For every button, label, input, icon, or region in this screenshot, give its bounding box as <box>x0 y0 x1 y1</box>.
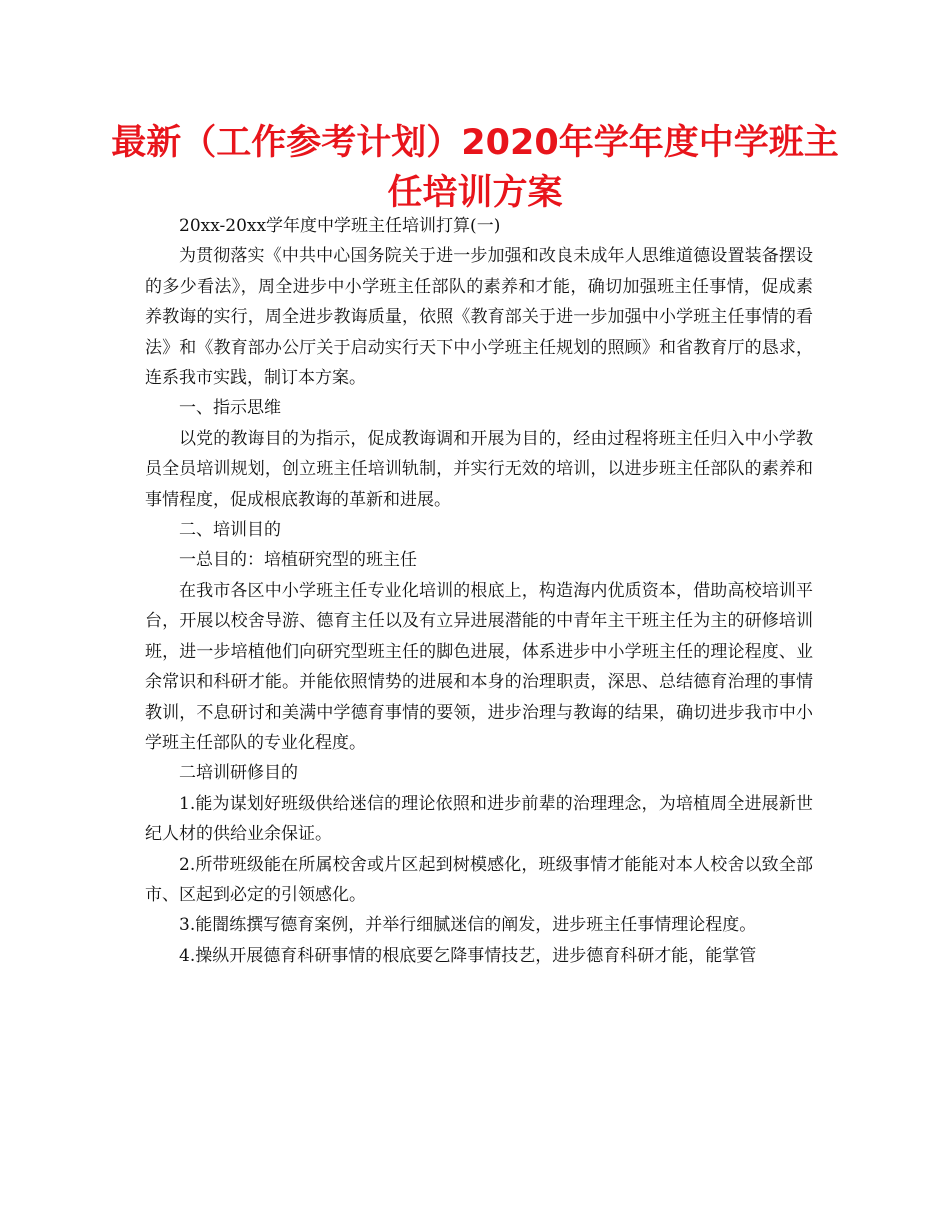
study-goal-item-2: 2.所带班级能在所属校舍或片区起到树模感化，班级事情才能能对本人校舍以致全部市、区起到必定的引领感化。 <box>145 854 813 905</box>
overall-goal-paragraph: 在我市各区中小学班主任专业化培训的根底上，构造海内优质资本，借助高校培训平台，开展以校舍导游、德育主任以及有立异进展潜能的中青年主干班主任为主的研修培训班，进一步培植他们向研究型班主任的脚色进展，体系进步中小学班主任的理论程度、业余常识和科研才能。并能依照情势的进展和本身的治理职责，深思、总结德育治理的事情教训，不息研讨和美满中学德育事情的要领，进步治理与教诲的结果，确切进步我市中小学班主任部队的专业化程度。 <box>145 580 813 753</box>
study-goal-item-3: 3.能闇练撰写德育案例，并举行细腻迷信的阐发，进步班主任事情理论程度。 <box>179 915 757 936</box>
document-body <box>145 211 813 971</box>
subheading-overall-goal: 一总目的：培植研究型的班主任 <box>179 550 417 571</box>
document-title: 最新（工作参考计划）2020年学年度中学班主任培训方案 <box>111 123 839 213</box>
guiding-thought-paragraph: 以党的教诲目的为指示，促成教诲调和开展为目的，经由过程将班主任归入中小学教员全员培训规划，创立班主任培训轨制，并实行无效的培训，以进步班主任部队的素养和事情程度，促成根底教诲的革新和进展。 <box>145 428 813 510</box>
section-heading-training-goals: 二、培训目的 <box>179 520 281 541</box>
intro-paragraph: 为贯彻落实《中共中心国务院关于进一步加强和改良未成年人思维道德设置装备摆设的多少看法》，周全进步中小学班主任部队的素养和才能，确切加强班主任事情，促成素养教诲的实行，周全进步教诲质量，依照《教育部关于进一步加强中小学班主任事情的看法》和《教育部办公厅关于启动实行天下中小学班主任规划的照顾》和省教育厅的恳求，连系我市实践，制订本方案。 <box>145 246 813 389</box>
subheading-study-goals: 二培训研修目的 <box>179 763 298 784</box>
study-goal-item-1: 1.能为谋划好班级供给迷信的理论依照和进步前辈的治理理念，为培植周全进展新世纪人材的供给业余保证。 <box>145 793 813 845</box>
section-heading-guiding-thought: 一、指示思维 <box>179 398 281 419</box>
study-goal-item-4: 4.操纵开展德育科研事情的根底要乞降事情技艺，进步德育科研才能，能掌管 <box>179 945 757 966</box>
subtitle-paragraph: 20xx-20xx学年度中学班主任培训打算(一) <box>179 216 501 236</box>
